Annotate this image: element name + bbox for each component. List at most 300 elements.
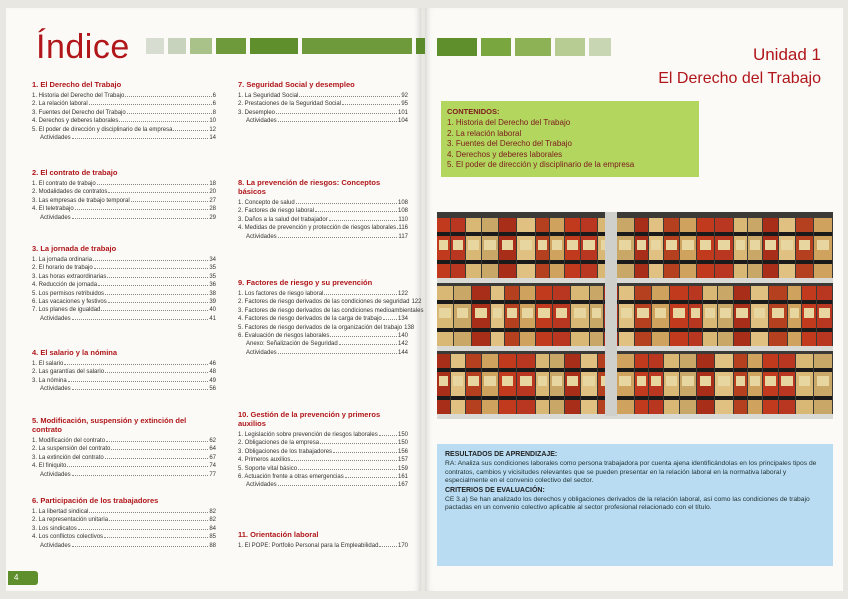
book-detail [680,260,696,264]
book-detail [565,232,580,236]
book [590,286,603,346]
index-entry-text: 1. Concepto de salud [238,200,295,206]
book-detail [750,376,760,386]
book-detail [748,260,762,264]
book-detail [520,376,533,386]
book-detail [565,396,580,400]
book-detail [505,300,519,304]
leader-dots [278,349,397,354]
index-entry-page: 6 [212,93,216,99]
index-entry [32,117,216,125]
index-entry [238,324,415,332]
book-detail [493,308,502,318]
book-detail [451,396,465,400]
book-detail [538,308,549,318]
book-detail [472,300,490,304]
book-detail [635,396,648,400]
index-entry-page: 110 [398,216,408,223]
book-detail [814,368,832,372]
leader-dots [72,134,209,139]
index-title: Índice [36,28,130,66]
book-detail [502,240,514,250]
index-section [32,80,216,142]
leader-dots [379,542,397,547]
index-entry-text: Actividades [40,315,71,322]
index-entry-page: 64 [209,446,216,453]
index-entry [32,281,216,289]
index-section [238,80,408,126]
leader-dots [299,92,400,97]
book-detail [781,376,792,386]
book-detail [802,328,816,332]
index-entry-text: Actividades [246,233,277,240]
index-entry-page: 116 [398,225,408,232]
index-entry [32,445,216,453]
book [571,286,589,346]
index-entry-page: 29 [209,214,216,221]
leader-dots [101,306,208,311]
contents-list [447,118,693,171]
index-entry-text: Actividades [40,214,71,221]
book-detail [748,232,762,236]
book-detail [788,328,801,332]
book-detail [437,260,450,264]
book-detail [536,396,549,400]
index-entry [32,205,216,213]
book [619,286,634,346]
index-entry-page: 157 [397,457,408,464]
index-entry-text: 3. Factores de riesgo derivados de las condiciones medioambientales [238,307,424,314]
index-entry-text: 5. Los permisos retribuidos [32,290,105,297]
book [536,218,549,278]
index-section-title: 11. Orientación laboral [238,530,319,539]
book-detail [517,260,535,264]
index-entry-text: 2. Factores de riesgo derivados de las condiciones de seguridad [238,299,410,306]
leader-dots [64,360,208,365]
index-entry [32,360,216,368]
book-detail [736,376,745,386]
index-entry [32,525,216,533]
results-title: RESULTADOS DE APRENDIZAJE: [445,451,558,458]
book-detail [517,232,535,236]
book-detail [700,376,712,386]
book-detail [736,240,745,250]
shelf-post [611,212,617,416]
book-detail [522,308,533,318]
book-detail [666,376,677,386]
book-detail [799,376,811,386]
book [437,218,450,278]
book-detail [652,300,669,304]
leader-dots [324,290,397,295]
book-detail [571,300,589,304]
index-entry-text: 1. Los factores de riesgo laboral [238,291,324,297]
index-entry [238,332,408,340]
book [652,286,669,346]
book [802,286,816,346]
index-entry-page: 49 [209,377,216,384]
book-detail [637,240,646,250]
book-detail [616,232,634,236]
book-detail [720,308,731,318]
index-entry-page: 27 [209,197,216,204]
book-detail [765,376,776,386]
book-detail [748,396,762,400]
index-entry-page: 77 [209,471,216,478]
index-entry [32,264,216,272]
leader-dots [111,445,208,450]
book-detail [682,376,693,386]
book [751,286,768,346]
index-entry-page: 18 [209,181,216,187]
index-entry-text: 4. Reducción de jornada [32,282,98,289]
index-entry [238,439,408,447]
index-entry [32,109,216,117]
index-entry-text: 1. La Seguridad Social [238,93,299,99]
book-detail [550,396,564,400]
book-detail [499,396,516,400]
index-entry-page: 167 [397,482,408,489]
book-detail [536,300,552,304]
header-square [589,38,611,56]
book-detail [484,240,495,250]
book-detail [664,396,679,400]
index-entry [32,92,216,100]
book-detail [454,328,471,332]
index-section-title: 9. Factores de riesgo y su prevención [238,278,373,287]
book-detail [453,240,463,250]
book-detail [484,376,495,386]
index-entry-page: 46 [209,361,216,367]
book-detail [451,232,465,236]
leader-dots [278,117,397,122]
index-entry-text: 2. Factores de riesgo laboral [238,208,315,215]
index-entry-page: 74 [209,463,216,470]
leader-dots [278,233,398,238]
index-entry [238,207,408,215]
index-entry [238,340,408,348]
leader-dots [72,214,209,219]
index-entry-page: 88 [209,542,216,549]
book-detail [649,368,663,372]
book [581,354,597,414]
index-entry-text: 2. Obligaciones de la empresa [238,440,320,447]
book-detail [796,368,813,372]
book-detail [697,368,714,372]
index-entry-text: 3. La extinción del contrato [32,454,104,461]
index-entry-text: 4. Los conflictos colectivos [32,534,104,541]
index-section-title: 1. El Derecho del Trabajo [32,80,122,89]
book-detail [499,368,516,372]
book-detail [439,376,448,386]
book-detail [453,376,463,386]
index-entry-text: 2. Prestaciones de la Seguridad Social [238,101,342,108]
book-detail [536,260,549,264]
book-detail [499,232,516,236]
leader-dots [108,188,208,193]
book-detail [664,368,679,372]
book-detail [619,300,634,304]
book-detail [635,232,648,236]
book-detail [437,368,450,372]
book-detail [619,376,632,386]
book-detail [736,308,747,318]
results-box [437,444,833,566]
book-detail [796,260,813,264]
index-entry-page: 6 [212,101,216,108]
book [472,286,490,346]
book-detail [520,240,533,250]
book-detail [581,260,597,264]
shelf-row [437,218,833,278]
book-detail [567,376,578,386]
book-detail [718,300,733,304]
book-detail [680,368,696,372]
index-entry-text: 3. Desempleo [238,109,276,116]
book-detail [779,260,795,264]
book-detail [581,368,597,372]
header-square [481,38,511,56]
book [748,218,762,278]
book [814,354,832,414]
book [763,218,778,278]
index-entry-text: 1. La libertad sindical [32,509,89,515]
index-entry-page: 36 [209,282,216,289]
book-detail [437,232,450,236]
index-entry [32,533,216,541]
index-entry-text: Actividades [40,386,71,393]
index-entry-text: 4. Derechos y deberes laborales [32,118,119,125]
book [697,354,714,414]
book-detail [482,260,498,264]
book [451,354,465,414]
book [763,354,778,414]
book-detail [649,260,663,264]
book-detail [520,300,535,304]
index-section [238,530,408,550]
leader-dots [104,533,208,538]
leader-dots [342,100,400,105]
book-detail [635,300,651,304]
book [451,218,465,278]
index-entry-page: 159 [397,465,408,472]
book-detail [788,300,801,304]
index-entry-text: 1. La jornada ordinaria [32,257,93,263]
book-detail [457,308,469,318]
book-detail [697,396,714,400]
book-detail [772,308,785,318]
index-section [32,168,216,222]
index-entry [32,315,216,323]
unit-title: El Derecho del Trabajo [658,70,821,87]
index-section-title: 4. El salario y la nómina [32,348,118,357]
index-entry [238,473,408,481]
book-detail [571,328,589,332]
book-detail [715,232,733,236]
book [499,354,516,414]
index-entry-page: 117 [398,233,408,240]
book [454,286,471,346]
leader-dots [296,199,397,204]
index-entry [238,542,408,550]
header-square [515,38,551,56]
book [670,286,688,346]
index-entry-text: 2. La relación laboral [32,101,88,108]
book-detail [718,376,731,386]
book [689,286,702,346]
book-detail [482,368,498,372]
index-entry-page: 95 [401,101,408,108]
index-entry-page: 35 [209,273,216,280]
leader-dots [345,473,397,478]
leader-dots [379,431,397,436]
index-section-title: 5. Modificación, suspensión y extinción del contrato [32,416,187,434]
book-detail [616,396,634,400]
book-detail [553,300,570,304]
book-detail [651,240,661,250]
book-detail [553,328,570,332]
leader-dots [298,465,397,470]
book-detail [538,240,547,250]
book-detail [505,328,519,332]
book-detail [502,376,514,386]
book [491,286,504,346]
index-entry-page: 138 [404,324,415,331]
book-detail [552,240,562,250]
book-detail [550,368,564,372]
book [769,286,787,346]
book [536,286,552,346]
book-detail [550,260,564,264]
book-detail [817,376,830,386]
results-ra: RA: Analiza sus condiciones laborales como persona trabajadora por cuenta ajena identificándolas en los principales tipos de contratos, cambios y vicisitudes relevantes que se pueden presentar en la relación laboral en la normativa laboral y especialmente en el convenio colectivo del sector. [445,460,817,485]
book-detail [799,240,811,250]
contents-item: 3. Fuentes del Derecho del Trabajo [447,139,572,149]
book-detail [748,368,762,372]
leader-dots [276,109,397,114]
index-entry [32,462,216,470]
index-entry [32,516,216,524]
book [680,218,696,278]
book-detail [592,308,601,318]
index-entry-text: 7. Los planes de igualdad [32,307,101,314]
book-detail [670,300,688,304]
index-entry [32,214,216,222]
index-entry [32,197,216,205]
book [550,218,564,278]
book-detail [556,308,568,318]
shelf-row [437,354,833,414]
book [649,218,663,278]
index-entry-page: 134 [397,316,408,323]
book-detail [565,260,580,264]
book-detail [796,232,813,236]
index-section-title: 10. Gestión de la prevención y primeros auxilios [238,410,381,428]
index-entry [32,471,216,479]
index-section-title: 3. La jornada de trabajo [32,244,117,253]
index-entry [238,290,408,298]
book-detail [697,260,714,264]
index-entry [32,437,216,445]
book-detail [769,328,787,332]
shelf-plank [437,414,833,419]
index-entry-text: 3. Daños a la salud del trabajador [238,216,328,223]
book-detail [790,308,799,318]
book-detail [817,328,832,332]
book-detail [635,260,648,264]
book-detail [621,308,632,318]
index-entry-page: 34 [209,257,216,263]
index-entry-page: 39 [209,299,216,306]
index-section [238,410,408,490]
book [565,354,580,414]
leader-dots [119,117,208,122]
book-detail [754,308,766,318]
leader-dots [383,315,397,320]
book-detail [734,260,747,264]
book-detail [765,240,776,250]
index-entry [32,100,216,108]
index-section-title: 8. La prevención de riesgos: Conceptos básicos [238,178,381,196]
book-detail [507,308,517,318]
book [703,286,717,346]
index-section-title: 6. Participación de los trabajadores [32,496,159,505]
index-entry-text: 4. Primeros auxilios [238,457,291,464]
leader-dots [105,454,209,459]
index-entry [238,307,424,315]
leader-dots [97,180,209,185]
book-detail [550,232,564,236]
index-entry-page: 38 [209,290,216,297]
index-entry-text: 2. El horario de trabajo [32,265,93,272]
book-detail [718,240,731,250]
book-detail [814,232,832,236]
book [734,218,747,278]
book-detail [734,368,747,372]
book-detail [703,300,717,304]
index-entry [32,508,216,516]
index-entry [238,100,408,108]
leader-dots [72,315,209,320]
book-detail [652,328,669,332]
header-square [168,38,186,54]
book [437,354,450,414]
book-detail [466,396,481,400]
leader-dots [339,340,397,345]
contents-item: 2. La relación laboral [447,128,522,138]
book [536,354,549,414]
book-detail [763,368,778,372]
book-detail [664,232,679,236]
index-entry-text: 4. El finiquito [32,463,67,470]
book [779,218,795,278]
book-detail [619,328,634,332]
leader-dots [105,290,208,295]
leader-dots [131,197,209,202]
index-entry [32,385,216,393]
book [814,218,832,278]
book-detail [670,328,688,332]
index-entry-text: Actividades [40,471,71,478]
book-detail [491,328,504,332]
book-detail [536,232,549,236]
book [482,354,498,414]
book-detail [814,396,832,400]
leader-dots [125,92,211,97]
index-entry-text: 2. Las garantías del salario [32,369,105,376]
index-entry-text: 1. Historia del Derecho del Trabajo [32,93,125,99]
book [505,286,519,346]
